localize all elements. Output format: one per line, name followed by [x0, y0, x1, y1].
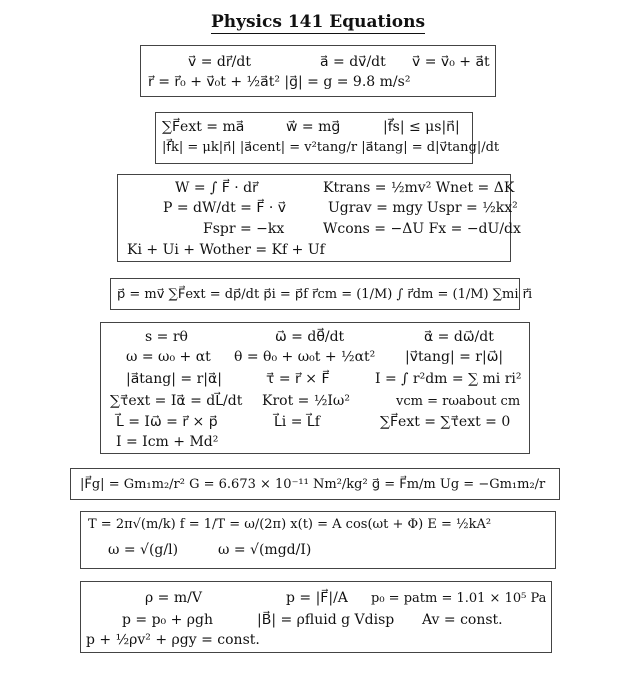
power-def: P = dW/dt = F⃗ · v⃗	[163, 200, 287, 216]
angular-position-eq: θ = θ₀ + ω₀t + ½αt²	[234, 349, 376, 365]
position-equation: r⃗ = r⃗₀ + v⃗₀t + ½a⃗t² |g⃗| = g = 9.8 m/s²	[148, 74, 411, 90]
bernoulli-equation: p + ½ρv² + ρgy = const.	[86, 632, 260, 648]
kinetic-energy-work: Ktrans = ½mv² Wnet = ΔK	[323, 180, 515, 196]
parallel-axis-theorem: I = Icm + Md²	[116, 434, 219, 450]
angular-momentum: L⃗ = Iω⃗ = r⃗ × p⃗	[116, 414, 218, 430]
energy-conservation: Ki + Ui + Wother = Kf + Uf	[127, 242, 325, 258]
simple-pendulum: ω = √(g/l)	[108, 542, 179, 558]
conservative-work: Wcons = −ΔU Fx = −dU/dx	[323, 221, 521, 237]
rolling-velocity: vcm = rωabout cm	[396, 394, 521, 409]
kinetic-friction-and-accel: |f⃗k| = μk|n⃗| |a⃗cent| = v²tang/r |a⃗tang| = d|v⃗tang|/dt	[162, 140, 500, 155]
momentum-equations: p⃗ = mv⃗ ∑F⃗ext = dp⃗/dt p⃗i = p⃗f r⃗cm = (1/M) ∫ r⃗dm = (1/M) ∑mi r⃗i	[117, 287, 533, 302]
torque-sum: ∑τ⃗ext = Iα⃗ = dL⃗/dt	[110, 393, 243, 409]
weight-equation: w⃗ = mg⃗	[286, 119, 341, 135]
static-friction: |f⃗s| ≤ μs|n⃗|	[383, 119, 460, 135]
angular-momentum-conservation: L⃗i = L⃗f	[274, 414, 320, 430]
angular-acceleration-def: α⃗ = dω⃗/dt	[424, 329, 494, 345]
gravitation-equations: |F⃗g| = Gm₁m₂/r² G = 6.673 × 10⁻¹¹ Nm²/kg² g⃗ = F⃗m/m Ug = −Gm₁m₂/r	[80, 477, 546, 492]
work-def: W = ∫ F⃗ · dr⃗	[175, 180, 258, 196]
rotational-kinetic-energy: Krot = ½Iω²	[262, 393, 350, 409]
density-def: ρ = m/V	[145, 590, 202, 606]
velocity-equation: v⃗ = v⃗₀ + a⃗t	[412, 54, 490, 70]
physical-pendulum: ω = √(mgd/I)	[218, 542, 312, 558]
buoyant-force: |B⃗| = ρfluid g Vdisp	[257, 612, 395, 628]
torque-def: τ⃗ = r⃗ × F⃗	[266, 371, 330, 387]
arc-length: s = rθ	[145, 329, 188, 345]
static-equilibrium: ∑F⃗ext = ∑τ⃗ext = 0	[380, 414, 511, 430]
angular-velocity-eq: ω = ω₀ + αt	[126, 349, 211, 365]
tangential-acceleration: |a⃗tang| = r|α⃗|	[126, 371, 222, 387]
acceleration-def: a⃗ = dv⃗/dt	[320, 54, 386, 70]
velocity-def: v⃗ = dr⃗/dt	[188, 54, 251, 70]
tangential-velocity: |v⃗tang| = r|ω⃗|	[405, 349, 504, 365]
hydrostatic-pressure: p = p₀ + ρgh	[122, 612, 214, 628]
potential-energies: Ugrav = mgy Uspr = ½kx²	[328, 200, 518, 216]
pressure-def: p = |F⃗|/A	[286, 590, 348, 606]
continuity-equation: Av = const.	[422, 612, 503, 628]
angular-velocity-def: ω⃗ = dθ⃗/dt	[275, 329, 345, 345]
moment-of-inertia: I = ∫ r²dm = ∑ mi ri²	[375, 371, 522, 387]
newton-second-law: ∑F⃗ext = ma⃗	[162, 119, 245, 135]
spring-force: Fspr = −kx	[203, 221, 285, 237]
page-title: Physics 141 Equations	[210, 12, 426, 32]
atmospheric-pressure: p₀ = patm = 1.01 × 10⁵ Pa	[371, 591, 547, 606]
oscillation-equations: T = 2π√(m/k) f = 1/T = ω/(2π) x(t) = A cos(ωt + Φ) E = ½kA²	[88, 517, 492, 532]
